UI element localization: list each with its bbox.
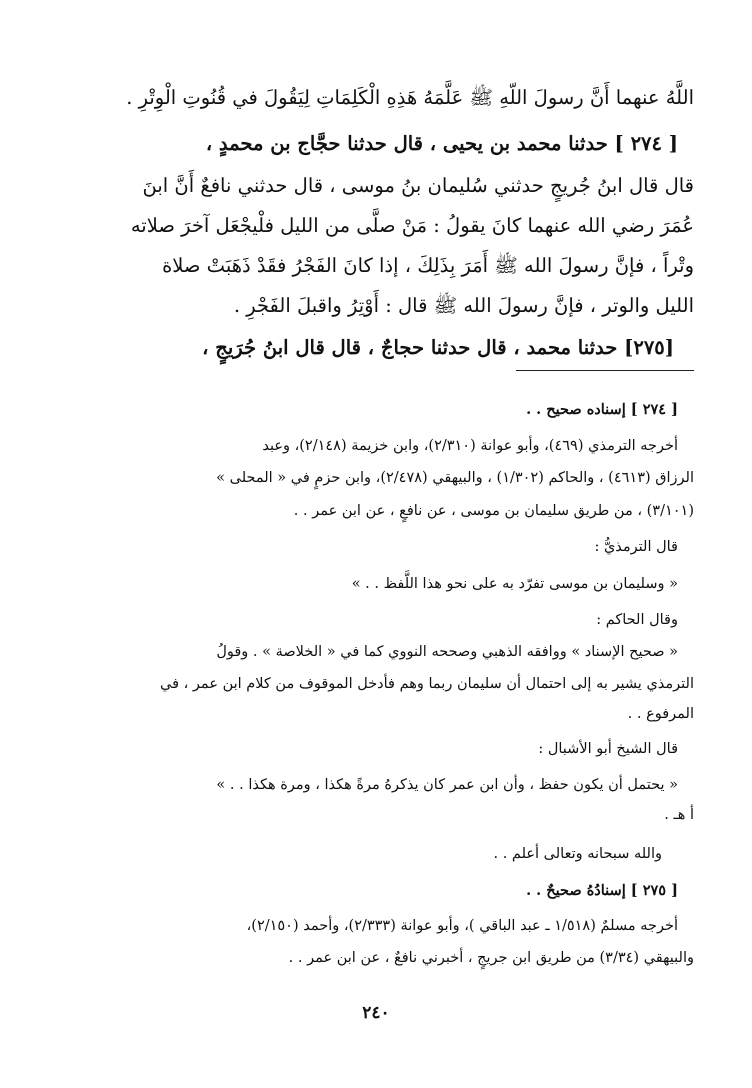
footnote-quote: « يحتمل أن يكون حفظ ، وأن ابن عمر كان يذكرهُ مرةً هكذا ، ومرة هكذا . . » <box>216 777 678 793</box>
footnote-line: وقال الحاكم : <box>596 612 678 628</box>
footnote-line: (٣/١٠١) ، من طريق سليمان بن موسى ، عن نافعٍ ، عن ابن عمر . . <box>293 503 694 519</box>
footnote-line: والبيهقي (٣/٣٤) من طريق ابن جريجٍ ، أخبرني نافعٌ ، عن ابن عمر . . <box>288 950 694 966</box>
footnote-275-title: [ ٢٧٥ ] إسنادُهُ صحيحٌ . . <box>526 882 678 899</box>
hadith-275-header: [٢٧٥] حدثنا محمد ، قال حدثنا حجاجٌ ، قال قال ابنُ جُرَيجٍ ، <box>202 336 674 359</box>
main-text-line-1: اللَّهُ عنهما أَنَّ رسولَ اللّهِ ﷺ عَلَّمَهُ هَذِهِ الْكَلِمَاتِ لِيَقُولَ في قُنُوتِ الْوِتْرِ . <box>126 86 694 109</box>
footnote-separator <box>516 370 694 371</box>
footnote-line: قال الترمذيُّ : <box>594 539 678 555</box>
footnote-quote: « صحيح الإسناد » ووافقه الذهبي وصححه النووي كما في « الخلاصة » . وقولُ <box>216 644 678 660</box>
footnote-line: المرفوع . . <box>627 706 694 722</box>
footnote-line: قال الشيخ أبو الأشبال : <box>538 741 678 757</box>
footnote-274-title: [ ٢٧٤ ] إسناده صحيح . . <box>526 401 678 418</box>
main-text-line-4: عُمَرَ رضي الله عنهما كانَ يقولُ : مَنْ صلَّى من الليل فلْيجْعَل آخرَ صلاته <box>130 214 694 237</box>
page-number: ٢٤٠ <box>362 1003 390 1023</box>
main-text-line-6: الليل والوتر ، فإنَّ رسولَ الله ﷺ قال : أَوْتِرُ واقبلَ الفَجْرِ . <box>233 294 694 317</box>
main-text-line-5: وتْراً ، فإنَّ رسولَ الله ﷺ أَمَرَ بِذَلِكَ ، إذا كانَ الفَجْرُ فقَدْ ذَهَبَتْ صلاة <box>162 254 694 277</box>
footnote-line: والله سبحانه وتعالى أعلم . . <box>493 846 662 862</box>
footnote-quote: « وسليمان بن موسى تفرّد به على نحو هذا اللَّفظ . . » <box>351 576 678 592</box>
hadith-274-header: [ ٢٧٤ ] حدثنا محمد بن يحيى ، قال حدثنا حجَّاج بن محمدٍ ، <box>205 132 678 155</box>
footnote-line: أ هـ . <box>664 807 694 823</box>
footnote-line: أخرجه الترمذي (٤٦٩)، وأبو عوانة (٢/٣١٠)، وابن خزيمة (٢/١٤٨)، وعبد <box>262 438 678 454</box>
footnote-line: الرزاق (٤٦١٣) ، والحاكم (١/٣٠٢) ، والبيهقي (٢/٤٧٨)، وابن حزمٍ في « المحلى » <box>216 470 694 486</box>
footnote-line: الترمذي يشير به إلى احتمال أن سليمان ربما وهم فأدخل الموقوف من كلام ابن عمر ، في <box>160 676 694 692</box>
main-text-line-3: قال قال ابنُ جُريجٍ حدثني سُليمان بنُ موسى ، قال حدثني نافعٌ أَنَّ ابنَ <box>142 174 694 197</box>
footnote-line: أخرجه مسلمٌ (١/٥١٨ ـ عبد الباقي )، وأبو عوانة (٢/٣٣٣)، وأحمد (٢/١٥٠)، <box>246 918 678 934</box>
